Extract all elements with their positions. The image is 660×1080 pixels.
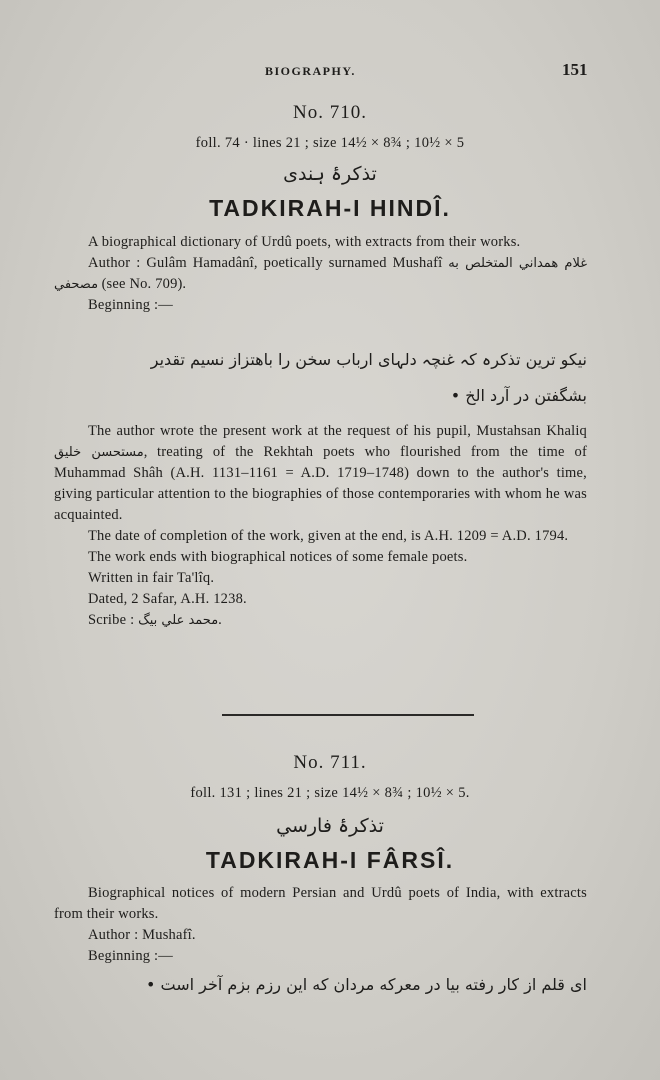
author-ref: (see No. 709). — [101, 276, 187, 292]
author-arabic: غلام همداني المتخلص به مصحفي — [54, 256, 588, 292]
entry-author — [54, 253, 587, 295]
written-note: Written in fair Ta'lîq. — [88, 570, 215, 586]
author-label: Author : — [88, 927, 139, 943]
entry-number: No. 710. — [293, 102, 367, 123]
entry-description-block — [54, 883, 587, 967]
para-1-part-2: , treating of the Rekhtah poets who flourished from the time of Muhammad Shâh (A.H. 1131–1161 = A.D. 1719–1748) down to the author's time, giving particular attention to the biographies of those contemporaries with whom he was acquainted. — [54, 444, 587, 523]
entry-author — [54, 925, 587, 946]
scribe-arabic: محمد علي بیگ — [138, 613, 219, 628]
author-text: Mushafî. — [142, 927, 196, 943]
entry-arabic-title: تذکرۂ ہندی — [283, 163, 377, 185]
section-divider — [222, 714, 474, 716]
running-title: BIOGRAPHY. — [265, 64, 356, 78]
body-paragraph-3: The work ends with biographical notices of some female poets. — [88, 549, 468, 565]
entry-title: TADKIRAH-I HINDÎ. — [209, 195, 451, 221]
scribe-note — [54, 610, 587, 631]
author-label: Author : — [88, 255, 141, 271]
entry-collation: foll. 74 · lines 21 ; size 14½ × 8¾ ; 10½ × 5 — [195, 135, 465, 151]
dated-note: Dated, 2 Safar, A.H. 1238. — [88, 591, 247, 607]
entry-body-block — [54, 421, 587, 631]
entry-description: Biographical notices of modern Persian and Urdû poets of India, with extracts from their works. — [54, 885, 587, 922]
beginning-label: Beginning :— — [88, 297, 173, 313]
page-header — [0, 60, 660, 84]
page-number: 151 — [562, 60, 588, 79]
body-paragraph-1 — [54, 421, 587, 526]
entry-collation: foll. 131 ; lines 21 ; size 14½ × 8¾ ; 10½ × 5. — [190, 785, 470, 801]
entry-description: A biographical dictionary of Urdû poets, with extracts from their works. — [88, 234, 521, 250]
entry-arabic-title: تذکرۂ فارسي — [276, 815, 384, 837]
scribe-end: . — [218, 612, 222, 628]
scribe-label: Scribe : — [88, 612, 135, 628]
entry-description-block — [54, 232, 587, 316]
author-text: Gulâm Hamadânî, poetically surnamed Mushafî — [146, 255, 443, 271]
beginning-arabic-line-2: بشگفتن در آرد الخ • — [450, 386, 587, 405]
entry-number: No. 711. — [293, 752, 367, 773]
para-1-arabic: مستحسن خلیق — [54, 445, 144, 460]
beginning-arabic-line-1: نیکو ترین تذکرہ کہ غنچہ دلہای ارباب سخن را باهتزاز نسیم تقدیر — [150, 350, 587, 369]
beginning-label: Beginning :— — [88, 948, 173, 964]
para-1-part-1: The author wrote the present work at the request of his pupil, Mustahsan Khaliq — [88, 423, 587, 439]
body-paragraph-2: The date of completion of the work, given at the end, is A.H. 1209 = A.D. 1794. — [88, 528, 569, 544]
beginning-arabic-line-1: ای قلم از کار رفته بیا در معرکه مردان که این رزم بزم آخر است • — [145, 975, 587, 994]
entry-title: TADKIRAH-I FÂRSÎ. — [205, 847, 455, 873]
